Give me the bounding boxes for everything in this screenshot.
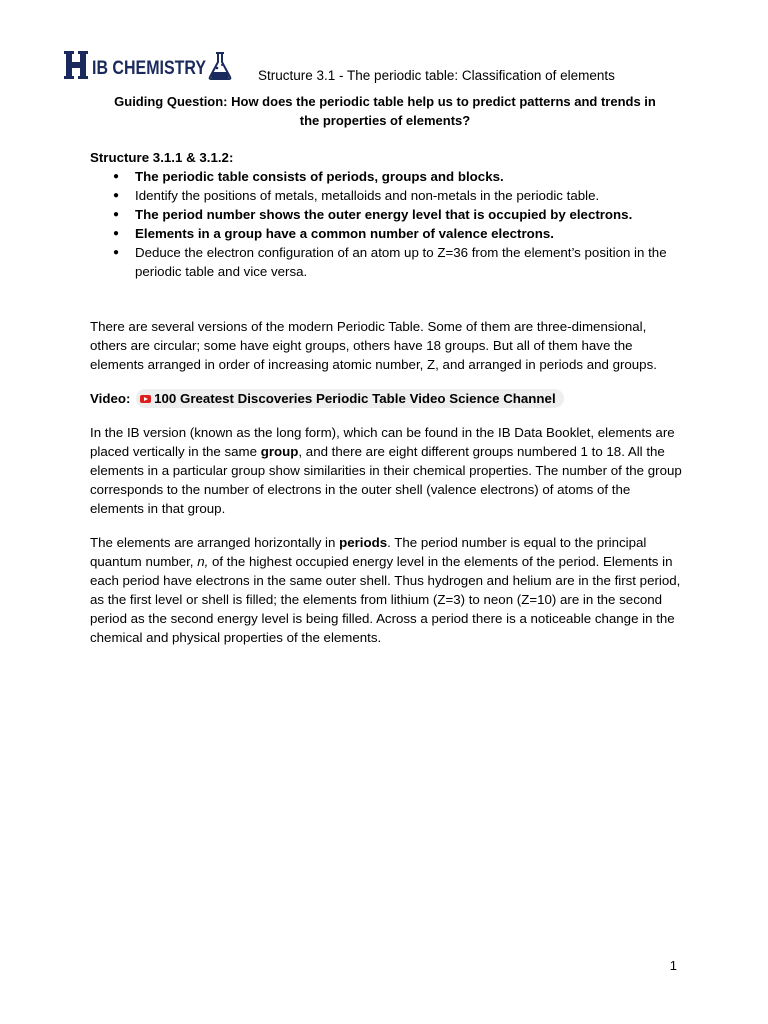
intro-paragraph: There are several versions of the modern Periodic Table. Some of them are three-dimensional, others are circular; some have eight groups, others have 18 groups. But all of them have the elements arranged in order of increasing atomic number, Z, and arranged in periods and groups.: [90, 319, 657, 372]
document-title: Structure 3.1 - The periodic table: Classification of elements: [258, 68, 615, 83]
ib-chemistry-logo: [64, 48, 236, 82]
guiding-question-line-1: Guiding Question: How does the periodic table help us to predict patterns and trends in: [114, 94, 656, 109]
guiding-question-line-2: the properties of elements?: [299, 113, 471, 128]
quantum-number-symbol: n,: [197, 554, 209, 569]
video-label: Video:: [90, 391, 131, 406]
page-number: 1: [669, 958, 677, 973]
periods-text-after: of the highest occupied energy level in the elements of the period. Elements in each period have electrons in the same outer shell. Thus hydrogen and helium are in the first period, as the first level or shell is filled; the elements from lithium (Z=3) to neon (Z=10) are in the second period as the second energy level is being filled. Across a period there is a noticeable change in the chemical and physical properties of the elements.: [90, 554, 681, 645]
groups-text-after: , and there are eight different groups numbered 1 to 18. All the elements in a particular group show similarities in their chemical properties. The number of the group corresponds to the number of electrons in the outer shell (valence electrons) of atoms of the elements in that group.: [90, 444, 682, 516]
periods-text-mid: . The period number is equal to the principal quantum number,: [90, 535, 647, 569]
list-item: ● Elements in a group have a common number of valence electrons.: [135, 224, 682, 243]
youtube-icon: [140, 395, 151, 403]
list-item: ● Identify the positions of metals, metalloids and non-metals in the periodic table.: [135, 186, 682, 205]
logo-graphic: [64, 48, 236, 82]
list-item: ● Deduce the electron configuration of an atom up to Z=36 from the element’s position in the periodic table and vice versa.: [135, 243, 682, 281]
objectives-heading: Structure 3.1.1 & 3.1.2:: [90, 150, 234, 165]
list-item: ● The period number shows the outer energy level that is occupied by electrons.: [135, 205, 682, 224]
video-link-text[interactable]: 100 Greatest Discoveries Periodic Table Video Science Channel: [154, 391, 556, 406]
video-line: [90, 389, 682, 408]
video-link-chip[interactable]: [136, 389, 564, 408]
periods-paragraph: [90, 533, 682, 647]
periods-text-before: The elements are arranged horizontally in: [90, 535, 340, 550]
svg-text:IB CHEMISTRY: IB CHEMISTRY: [92, 58, 207, 79]
groups-text-before: In the IB version (known as the long form), which can be found in the IB Data Booklet, elements are placed vertically in the same: [90, 425, 675, 459]
groups-term: group: [260, 444, 299, 459]
objectives-list: [90, 167, 682, 281]
list-item: ● The periodic table consists of periods, groups and blocks.: [135, 167, 682, 186]
document-body: [90, 148, 682, 647]
periods-term: periods: [339, 535, 388, 550]
guiding-question: [88, 92, 682, 130]
groups-paragraph: [90, 423, 682, 518]
